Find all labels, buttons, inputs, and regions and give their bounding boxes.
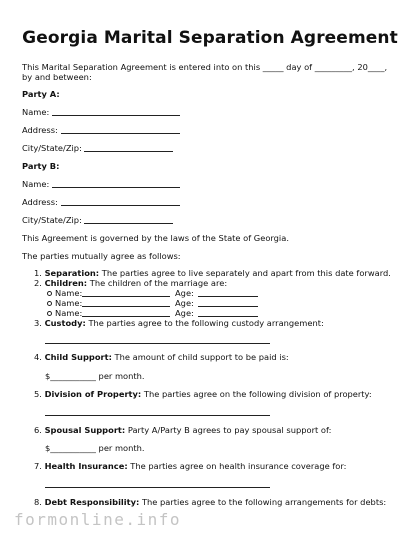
child-1-age-label: Age: [175,288,194,298]
clause-2-number: 2. [34,278,42,288]
child-2-bullet-icon [47,301,52,306]
clause-2 [34,278,227,288]
intro-line-2: by and between: [22,72,92,82]
clause-6-title: Spousal Support: [44,425,126,435]
party-a-address-label: Address: [22,125,58,135]
party-a-address-field[interactable] [61,133,180,134]
party-b-name-label: Name: [22,179,50,189]
child-3-age-label: Age: [175,308,194,318]
property-division-field[interactable] [45,415,270,416]
governing-law-text: This Agreement is governed by the laws of the State of Georgia. [22,233,289,243]
clause-4 [34,352,289,362]
health-insurance-field[interactable] [45,487,270,488]
child-3-bullet-icon [47,311,52,316]
clause-3 [34,318,324,328]
clause-6-number: 6. [34,425,42,435]
clause-8-title: Debt Responsibility: [44,497,140,507]
child-2-name-label: Name: [55,298,83,308]
clause-8-number: 8. [34,497,42,507]
watermark: formonline.info [14,510,181,529]
party-a-heading: Party A: [22,89,60,99]
custody-field[interactable] [45,343,270,344]
clause-1-text: The parties agree to live separately and apart from this date forward. [99,268,391,278]
party-b-name-field[interactable] [52,187,180,188]
document-title: Georgia Marital Separation Agreement [22,28,398,48]
party-b-city-field[interactable] [84,223,173,224]
clause-3-title: Custody: [44,318,86,328]
clause-7-text: The parties agree on health insurance coverage for: [127,461,347,471]
child-1-age-field[interactable] [198,296,258,297]
party-a-name-field[interactable] [52,115,180,116]
child-3-name-field[interactable] [82,316,170,317]
clause-1-title: Separation: [44,268,100,278]
child-2-age-field[interactable] [198,306,258,307]
clause-6-text: Party A/Party B agrees to pay spousal support of: [125,425,332,435]
clause-5-title: Division of Property: [44,389,142,399]
clause-5-text: The parties agree on the following division of property: [141,389,372,399]
child-1-name-label: Name: [55,288,83,298]
clause-4-number: 4. [34,352,42,362]
clause-8 [34,497,386,507]
clause-2-title: Children: [44,278,88,288]
clause-5-number: 5. [34,389,42,399]
clause-4-text: The amount of child support to be paid is: [111,352,289,362]
agree-intro-text: The parties mutually agree as follows: [22,251,181,261]
clause-1-number: 1. [34,268,42,278]
clause-6 [34,425,331,435]
child-2-age-label: Age: [175,298,194,308]
clause-4-title: Child Support: [44,352,112,362]
clause-1 [34,268,391,278]
party-b-heading: Party B: [22,161,60,171]
clause-7 [34,461,346,471]
party-b-address-label: Address: [22,197,58,207]
child-3-age-field[interactable] [198,316,258,317]
child-2-name-field[interactable] [82,306,170,307]
clause-5 [34,389,372,399]
party-a-city-label: City/State/Zip: [22,143,82,153]
child-3-name-label: Name: [55,308,83,318]
party-a-name-label: Name: [22,107,50,117]
intro-line-1: This Marital Separation Agreement is entered into on this _____ day of _________, 20____, [22,62,388,72]
child-support-amount-field[interactable]: $___________ per month. [45,371,145,381]
clause-7-title: Health Insurance: [44,461,128,471]
party-b-address-field[interactable] [61,205,180,206]
clause-3-text: The parties agree to the following custody arrangement: [85,318,324,328]
party-a-city-field[interactable] [84,151,173,152]
clause-3-number: 3. [34,318,42,328]
clause-7-number: 7. [34,461,42,471]
clause-8-text: The parties agree to the following arrangements for debts: [139,497,387,507]
clause-2-text: The children of the marriage are: [87,278,228,288]
party-b-city-label: City/State/Zip: [22,215,82,225]
child-1-name-field[interactable] [82,296,170,297]
child-1-bullet-icon [47,291,52,296]
spousal-support-amount-field[interactable]: $___________ per month. [45,443,145,453]
